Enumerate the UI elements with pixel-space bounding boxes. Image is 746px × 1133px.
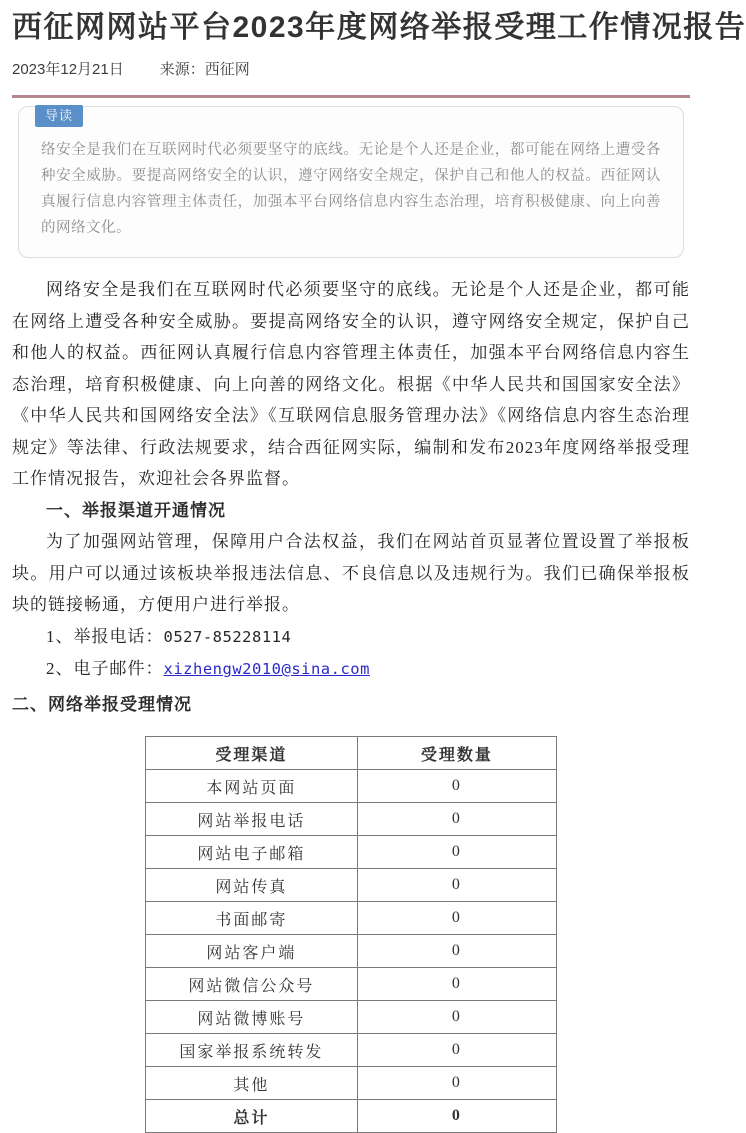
table-row (146, 803, 557, 836)
email-label: 2、电子邮件： (46, 659, 164, 678)
report-table-body (146, 770, 557, 1133)
intro-box (18, 106, 684, 258)
phone-number: 0527-85228114 (163, 627, 292, 646)
count-cell: 0 (357, 935, 556, 968)
section-heading-2: 二、网络举报受理情况 (12, 694, 192, 714)
count-cell: 0 (357, 770, 556, 803)
paragraph: 网络安全是我们在互联网时代必须要坚守的底线。无论是个人还是企业，都可能在网络上遭受各种安全威胁。要提高网络安全的认识，遵守网络安全规定，保护自己和他人的权益。西征网认真履行信息内容管理主体责任，加强本平台网络信息内容生态治理，培育积极健康、向上向善的网络文化。根据《中华人民共和国国家安全法》《中华人民共和国网络安全法》《互联网信息服务管理办法》《网络信息内容生态治理规定》等法律、行政法规要求，结合西征网实际，编制和发布2023年度网络举报受理工作情况报告，欢迎社会各界监督。 (12, 280, 690, 488)
table-row (146, 1067, 557, 1100)
count-cell: 0 (357, 1100, 556, 1133)
channel-cell: 网站微博账号 (146, 1001, 358, 1034)
channel-cell: 书面邮寄 (146, 902, 358, 935)
count-cell: 0 (357, 902, 556, 935)
count-cell: 0 (357, 968, 556, 1001)
paragraph: 为了加强网站管理，保障用户合法权益，我们在网站首页显著位置设置了举报板块。用户可以通过该板块举报违法信息、不良信息以及违规行为。我们已确保举报板块的链接畅通，方便用户进行举报。 (12, 532, 690, 614)
count-cell: 0 (357, 1034, 556, 1067)
count-cell: 0 (357, 869, 556, 902)
column-header-channel: 受理渠道 (146, 737, 358, 770)
source-label: 来源：西征网 (159, 61, 250, 78)
table-row (146, 968, 557, 1001)
channel-cell: 本网站页面 (146, 770, 358, 803)
channel-cell: 其他 (146, 1067, 358, 1100)
table-row (146, 869, 557, 902)
publish-date: 2023年12月21日 (12, 61, 124, 78)
channel-cell: 网站举报电话 (146, 803, 358, 836)
count-cell: 0 (357, 1067, 556, 1100)
channel-cell: 网站客户端 (146, 935, 358, 968)
page-title: 西征网网站平台2023年度网络举报受理工作情况报告 (12, 11, 746, 44)
divider (12, 95, 690, 98)
report-table (145, 736, 557, 1133)
table-row (146, 902, 557, 935)
table-row (146, 1001, 557, 1034)
intro-text: 络安全是我们在互联网时代必须要坚守的底线。无论是个人还是企业，都可能在网络上遭受各种安全威胁。要提高网络安全的认识，遵守网络安全规定，保护自己和他人的权益。西征网认真履行信息内容管理主体责任，加强本平台网络信息内容生态治理，培育积极健康、向上向善的网络文化。 (41, 142, 661, 236)
phone-line (12, 621, 690, 654)
channel-cell: 总计 (146, 1100, 358, 1133)
intro-badge: 导读 (35, 105, 83, 127)
channel-cell: 网站传真 (146, 869, 358, 902)
table-header-row (146, 737, 557, 770)
email-line (12, 653, 690, 686)
channel-cell: 国家举报系统转发 (146, 1034, 358, 1067)
article-meta (12, 60, 690, 80)
table-row (146, 770, 557, 803)
column-header-count: 受理数量 (357, 737, 556, 770)
channel-cell: 网站微信公众号 (146, 968, 358, 1001)
table-row (146, 1100, 557, 1133)
count-cell: 0 (357, 1001, 556, 1034)
count-cell: 0 (357, 803, 556, 836)
table-row (146, 1034, 557, 1067)
count-cell: 0 (357, 836, 556, 869)
table-row (146, 935, 557, 968)
article-body (12, 274, 690, 720)
phone-label: 1、举报电话： (46, 626, 164, 646)
section-heading-1: 一、举报渠道开通情况 (46, 500, 226, 520)
channel-cell: 网站电子邮箱 (146, 836, 358, 869)
email-link[interactable]: xizhengw2010@sina.com (163, 660, 370, 678)
report-table-header (146, 737, 557, 770)
table-row (146, 836, 557, 869)
